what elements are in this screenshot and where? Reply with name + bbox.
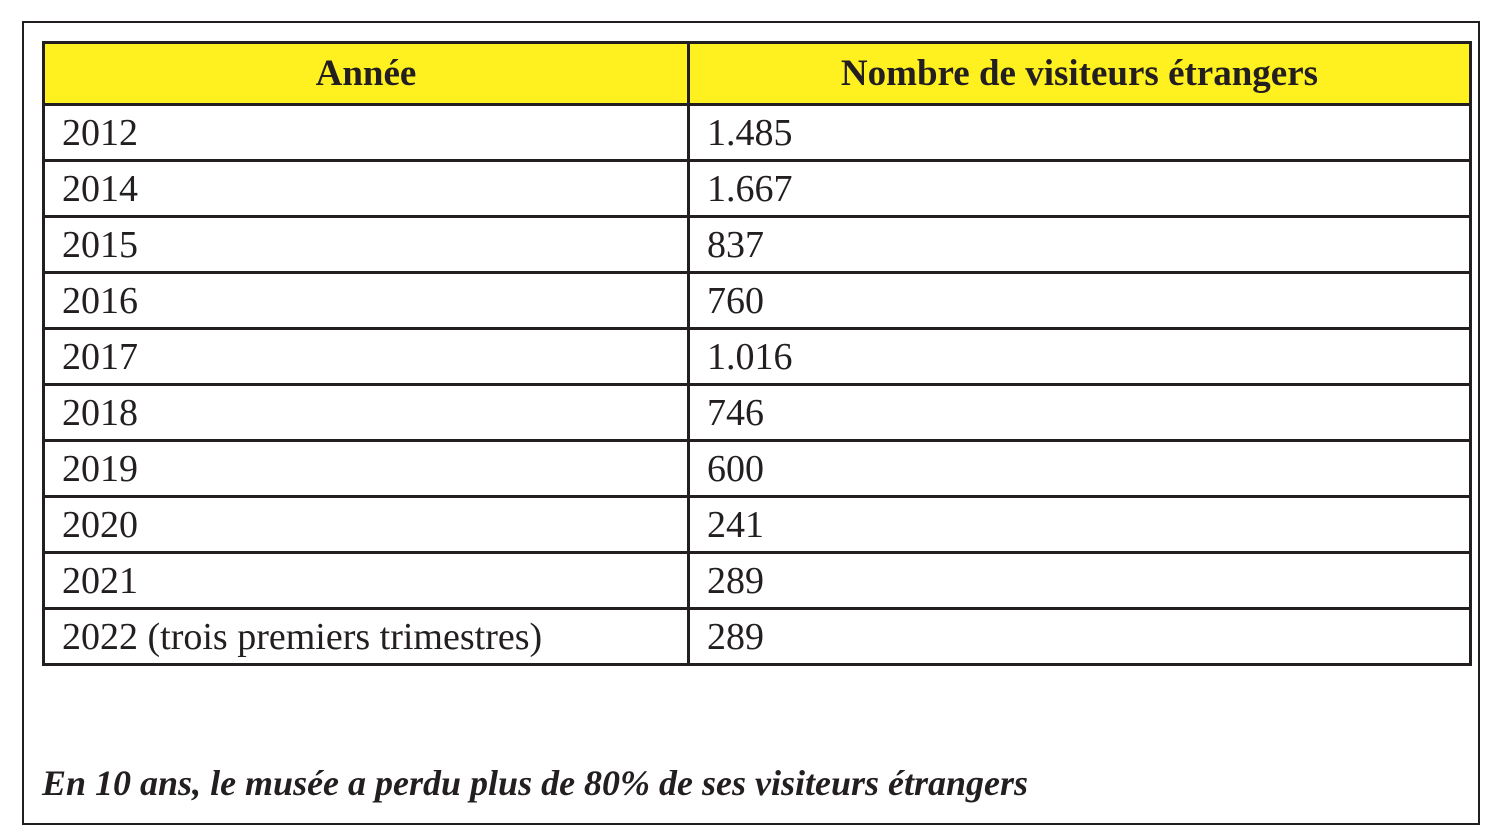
visitors-cell: 289: [689, 553, 1471, 609]
table-row: [44, 105, 1471, 161]
visitors-table: [42, 41, 1472, 666]
visitors-cell: 241: [689, 497, 1471, 553]
year-cell: 2019: [44, 441, 689, 497]
column-header-year: Année: [44, 43, 689, 105]
visitors-cell: 746: [689, 385, 1471, 441]
year-cell: 2015: [44, 217, 689, 273]
visitors-cell: 837: [689, 217, 1471, 273]
year-cell: 2021: [44, 553, 689, 609]
year-cell: 2014: [44, 161, 689, 217]
table-row: [44, 161, 1471, 217]
visitors-cell: 1.016: [689, 329, 1471, 385]
year-cell: 2012: [44, 105, 689, 161]
table-row: [44, 329, 1471, 385]
table-row: [44, 609, 1471, 665]
year-cell: 2020: [44, 497, 689, 553]
year-cell: 2017: [44, 329, 689, 385]
table-row: [44, 217, 1471, 273]
table-caption: En 10 ans, le musée a perdu plus de 80% de ses visiteurs étrangers: [42, 763, 1029, 803]
visitors-cell: 1.667: [689, 161, 1471, 217]
table-header-row: [44, 43, 1471, 105]
visitors-cell: 760: [689, 273, 1471, 329]
year-cell: 2022 (trois premiers trimestres): [44, 609, 689, 665]
visitors-cell: 289: [689, 609, 1471, 665]
table-row: [44, 497, 1471, 553]
column-header-visitors: Nombre de visiteurs étrangers: [689, 43, 1471, 105]
year-cell: 2018: [44, 385, 689, 441]
table-row: [44, 385, 1471, 441]
table-row: [44, 273, 1471, 329]
visitors-cell: 600: [689, 441, 1471, 497]
table-row: [44, 553, 1471, 609]
year-cell: 2016: [44, 273, 689, 329]
visitors-cell: 1.485: [689, 105, 1471, 161]
table-row: [44, 441, 1471, 497]
